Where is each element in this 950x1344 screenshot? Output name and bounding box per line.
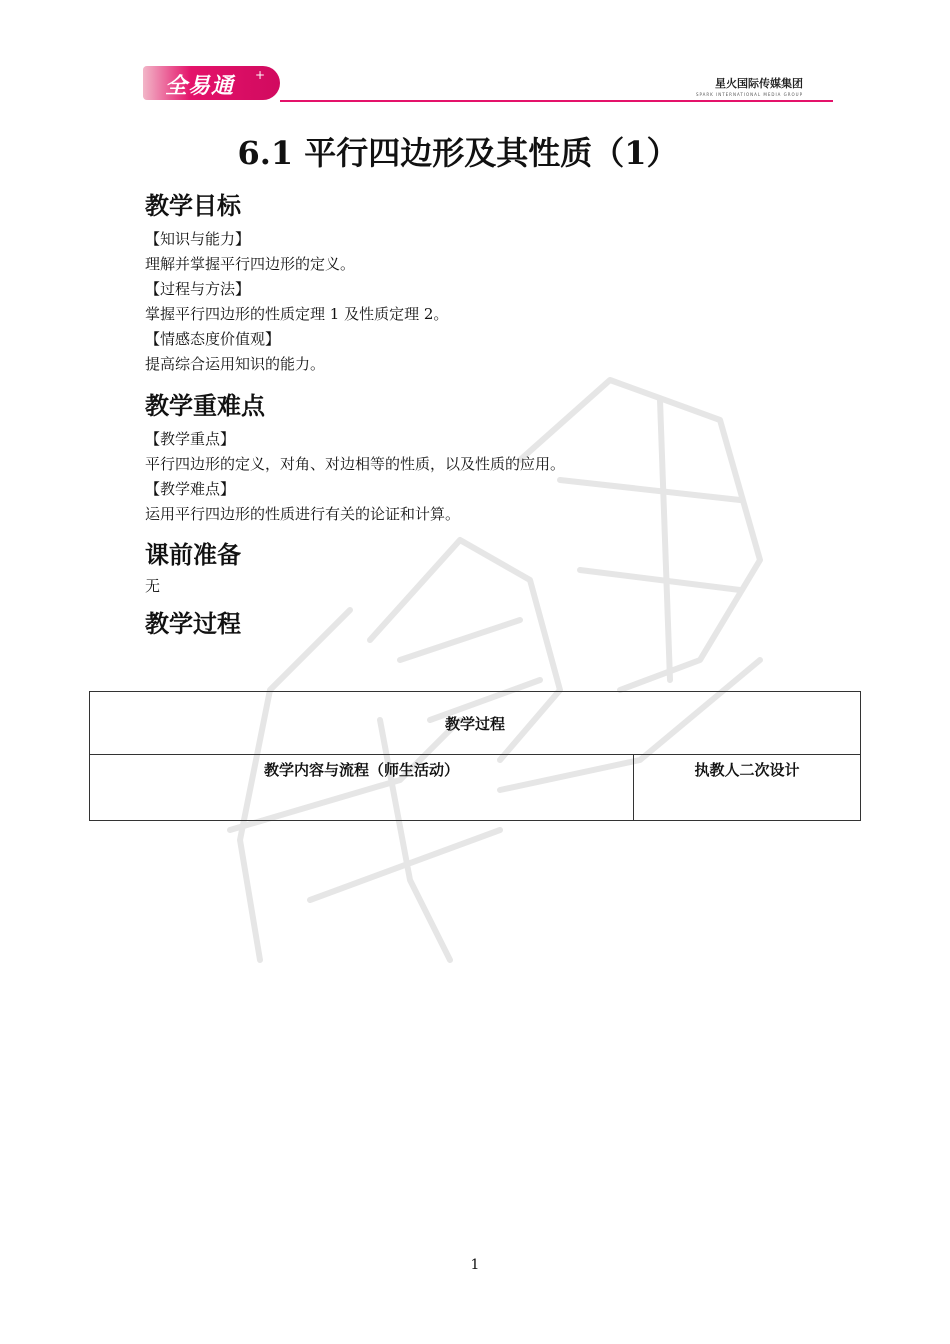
page-header xyxy=(143,66,833,102)
keypoint-line: 【教学难点】 xyxy=(145,480,236,498)
goal-line: 掌握平行四边形的性质定理 1 及性质定理 2。 xyxy=(145,305,449,323)
keypoint-line: 【教学重点】 xyxy=(145,430,236,448)
header-rule xyxy=(280,100,833,102)
section-heading-prep: 课前准备 xyxy=(145,541,241,569)
publisher-name-en: SPARK INTERNATIONAL MEDIA GROUP xyxy=(695,92,803,97)
column-header-content: 教学内容与流程（师生活动） xyxy=(90,755,634,821)
prep-line: 无 xyxy=(145,577,161,595)
column-header-redesign: 执教人二次设计 xyxy=(634,755,861,821)
goal-line: 提高综合运用知识的能力。 xyxy=(145,355,326,373)
table-caption: 教学过程 xyxy=(90,692,861,755)
brand-logo xyxy=(143,66,280,100)
process-table xyxy=(89,691,861,821)
sparkle-icon: + xyxy=(255,68,266,82)
goal-line: 理解并掌握平行四边形的定义。 xyxy=(145,255,356,273)
keypoint-line: 平行四边形的定义，对角、对边相等的性质，以及性质的应用。 xyxy=(145,455,566,473)
logo-text: 全易通 xyxy=(165,74,235,99)
keypoint-line: 运用平行四边形的性质进行有关的论证和计算。 xyxy=(145,505,461,523)
publisher-name-cn: 星火国际传媒集团 xyxy=(715,77,803,90)
page-title: 6.1 平行四边形及其性质（1） xyxy=(237,134,679,172)
table-row xyxy=(90,692,861,755)
goal-line: 【过程与方法】 xyxy=(145,280,251,298)
goal-line: 【情感态度价值观】 xyxy=(145,330,281,348)
section-heading-goals: 教学目标 xyxy=(145,192,241,220)
section-heading-keypoints: 教学重难点 xyxy=(145,392,265,420)
table-row xyxy=(90,755,861,821)
section-heading-process: 教学过程 xyxy=(145,610,241,638)
publisher-brand xyxy=(696,75,803,97)
page-number: 1 xyxy=(470,1257,480,1273)
goal-line: 【知识与能力】 xyxy=(145,230,251,248)
